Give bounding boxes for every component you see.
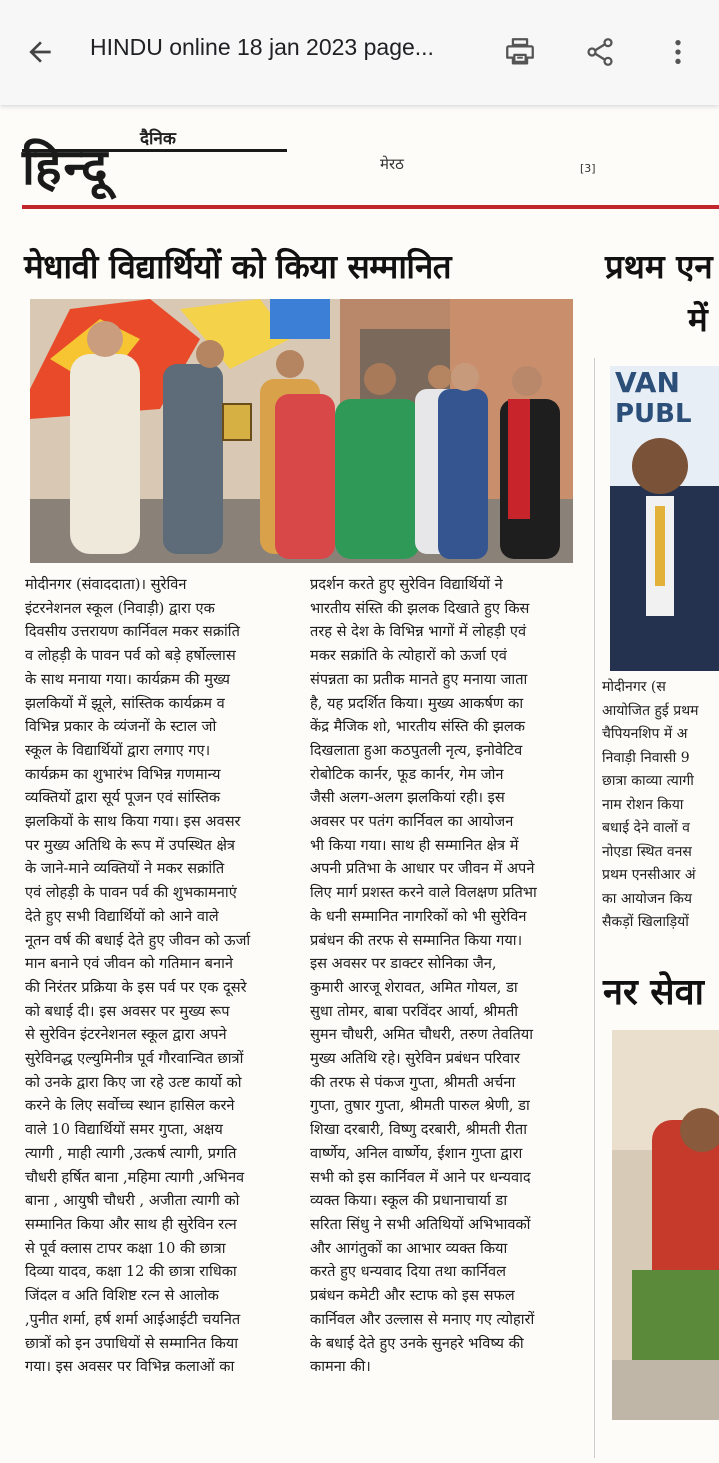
- text-line: मोदीनगर (संवाददाता)। सुरेविन: [25, 576, 187, 593]
- app-toolbar: [0, 0, 719, 105]
- text-line: ,पुनीत शर्मा, हर्ष शर्मा आईआईटी चयनित: [25, 1310, 241, 1328]
- side-article-column: [602, 676, 719, 935]
- masthead-dainik: दैनिक: [140, 129, 176, 149]
- text-line: संपन्नता का प्रतीक मानते हुए मनाया जाता: [310, 670, 528, 688]
- text-line: झलकियों के साथ किया गया। इस अवसर: [25, 813, 241, 831]
- text-line: व्यक्तियों द्वारा सूर्य पूजन एवं सांस्तिक: [25, 789, 221, 807]
- arrow-back-icon: [24, 36, 56, 68]
- text-line: व्यक्त किया। स्कूल की प्रधानाचार्या डा: [310, 1192, 508, 1210]
- text-line: प्रबंधन की तरफ से सम्मानित किया गया।: [310, 931, 523, 949]
- text-line: करने के लिए सर्वोच्च स्थान हासिल करने: [25, 1097, 235, 1115]
- text-line: व लोहड़ी के पावन पर्व को बड़े हर्षोल्लास: [25, 647, 236, 665]
- text-line: के जाने-माने व्यक्तियों ने मकर सक्रांति: [25, 860, 225, 878]
- article-photo: [30, 299, 573, 563]
- print-icon: [503, 35, 537, 69]
- share-icon: [584, 36, 616, 68]
- text-line: कामना की।: [310, 1358, 371, 1376]
- text-line: छात्रा काव्या त्यागी: [602, 773, 694, 789]
- sign-text-2: PUBL: [615, 399, 692, 429]
- text-line: की निरंतर प्रक्रिया के इस पर्व पर एक दूसरे: [25, 978, 247, 996]
- article-headline: मेधावी विद्यार्थियों को किया सम्मानित: [24, 247, 452, 286]
- text-line: को उनके द्वारा किए जा रहे उत्ष्ट कार्यो को: [25, 1073, 242, 1091]
- side-article-photo: [610, 366, 719, 671]
- text-line: विभिन्न प्रकार के व्यंजनों के स्टाल जो: [25, 718, 217, 736]
- text-line: वार्ष्णेय, अनिल वार्ष्णेय, ईशान गुप्ता द्वारा: [310, 1144, 523, 1162]
- text-line: मकर सक्रांति के त्योहारों को ऊर्जा एवं: [310, 647, 507, 665]
- text-line: भारतीय संस्ति की झलक दिखाते हुए किस: [310, 599, 530, 617]
- text-line: इस अवसर पर डाक्टर सोनिका जैन,: [310, 955, 497, 973]
- text-line: अपनी प्रतिभा के आधार पर जीवन में अपने: [310, 860, 535, 878]
- text-line: है, यह प्रदर्शित किया। मुख्य आकर्षण का: [310, 694, 524, 712]
- document-title: HINDU online 18 jan 2023 page...: [90, 34, 434, 60]
- text-line: जैसी अलग-अलग झलकियां रही। इस: [310, 789, 505, 807]
- text-line: प्रबंधन कमेटी और स्टाफ को इस सफल: [310, 1287, 515, 1305]
- text-line: चैपियनशिप में अ: [602, 726, 688, 742]
- text-line: तरह से देश के विभिन्न भागों में लोहड़ी एवं: [310, 623, 527, 641]
- text-line: दिव्या यादव, कक्षा 12 की छात्रा राधिका: [25, 1263, 237, 1281]
- text-line: बाना , आयुषी चौधरी , अजीता त्यागी को: [25, 1192, 240, 1210]
- text-line: के बधाई देते हुए उनके सुनहरे भविष्य की: [310, 1334, 524, 1352]
- text-line: सभी को इस कार्निवल में आने पर धन्यवाद: [310, 1168, 531, 1186]
- text-line: झलकियों में झूले, सांस्तिक कार्यक्रम व: [25, 694, 225, 712]
- share-button[interactable]: [578, 30, 622, 74]
- text-line: सैकड़ों खिलाड़ियों: [602, 914, 689, 930]
- text-line: का आयोजन किय: [602, 890, 692, 907]
- text-line: सुधा तोमर, बाबा परविंदर आर्या, श्रीमती: [310, 1002, 519, 1020]
- text-line: की तरफ से पंकज गुप्ता, श्रीमती अर्चना: [310, 1073, 516, 1091]
- text-line: दिवसीय उत्तरायण कार्निवल मकर सक्रांति: [25, 623, 240, 641]
- text-line: जिंदल व अति विशिष्ट रत्न से आलोक: [25, 1287, 219, 1305]
- column-divider: [594, 358, 595, 1458]
- masthead-red-rule: [22, 205, 719, 209]
- article-column-1: [25, 573, 288, 1379]
- text-line: देते हुए सभी विद्यार्थियों को आने वाले: [25, 907, 219, 925]
- more-vert-icon: [662, 36, 694, 68]
- text-line: गुप्ता, तुषार गुप्ता, श्रीमती पारुल श्रेणी, डा: [310, 1097, 530, 1115]
- text-line: आयोजित हुई प्रथम: [602, 702, 699, 719]
- text-line: कार्यक्रम का शुभारंभ विभिन्न गणमान्य: [25, 765, 221, 783]
- text-line: छात्रों को इन उपाधियों से सम्मानित किया: [25, 1334, 239, 1352]
- more-options-button[interactable]: [656, 30, 700, 74]
- text-line: से पूर्व क्लास टापर कक्षा 10 की छात्रा: [25, 1239, 226, 1257]
- side-headline: प्रथम एन: [605, 247, 713, 286]
- text-line: चौधरी हर्षित बाना ,महिमा त्यागी ,अभिनव: [25, 1168, 245, 1186]
- text-line: गया। इस अवसर पर विभिन्न कलाओं का: [25, 1358, 235, 1376]
- edition-city: मेरठ: [380, 155, 404, 173]
- print-button[interactable]: [498, 30, 542, 74]
- back-button[interactable]: [18, 30, 62, 74]
- text-line: भी किया गया। साथ ही सम्मानित क्षेत्र में: [310, 836, 519, 854]
- text-line: सम्मानित किया और साथ ही सुरेविन रत्न: [25, 1215, 237, 1233]
- text-line: केंद्र मैजिक शो, भारतीय संस्ति की झलक: [310, 718, 526, 736]
- text-line: के साथ मनाया गया। कार्यक्रम की मुख्य: [25, 670, 230, 688]
- text-line: प्रदर्शन करते हुए सुरेविन विद्यार्थियों ने: [310, 576, 503, 593]
- text-line: करते हुए धन्यवाद दिया तथा कार्निवल: [310, 1263, 506, 1281]
- text-line: रोबोटिक कार्नर, फूड कार्नर, गेम जोन: [310, 765, 504, 783]
- masthead-logo: हिन्दू: [22, 137, 110, 196]
- text-line: कुमारी आरजू शेरावत, अमित गोयल, डा: [310, 978, 518, 996]
- text-line: नोएडा स्थित वनस: [602, 843, 692, 860]
- text-line: नाम रोशन किया: [602, 796, 684, 813]
- text-line: नूतन वर्ष की बधाई देते हुए जीवन को ऊर्जा: [25, 931, 251, 949]
- text-line: कार्निवल और उल्लास से मनाए गए त्योहारों: [310, 1310, 535, 1328]
- text-line: प्रथम एनसीआर अं: [602, 867, 696, 883]
- text-line: सुरेविनद्ध एल्युमिनीत्र पूर्व गौरवान्वित छात्रों: [25, 1050, 244, 1068]
- text-line: अवसर पर पतंग कार्निवल का आयोजन: [310, 813, 514, 831]
- side-article-2-photo: [612, 1030, 719, 1420]
- text-line: को बधाई दी। इस अवसर पर मुख्य रूप: [25, 1002, 230, 1020]
- text-line: पर मुख्य अतिथि के रूप में उपस्थित क्षेत्र: [25, 836, 235, 854]
- text-line: एवं लोहड़ी के पावन पर्व की शुभकामनाएं: [25, 884, 237, 902]
- page-number: [3]: [580, 162, 596, 175]
- text-line: से सुरेविन इंटरनेशनल स्कूल द्वारा अपने: [25, 1026, 227, 1044]
- text-line: स्कूल के विद्यार्थियों द्वारा लगाए गए।: [25, 741, 211, 759]
- text-line: इंटरनेशनल स्कूल (निवाड़ी) द्वारा एक: [25, 599, 215, 617]
- text-line: वाले 10 विद्यार्थियों समर गुप्ता, अक्षय: [25, 1121, 223, 1139]
- sign-text-1: VAN: [615, 366, 680, 399]
- text-line: लिए मार्ग प्रशस्त करने वाले विलक्षण प्रतिभा: [310, 884, 537, 902]
- text-line: मोदीनगर (स: [602, 679, 666, 695]
- text-line: दिखलाता हुआ कठपुतली नृत्य, इनोवेटिव: [310, 741, 523, 759]
- text-line: सरिता सिंधु ने सभी अतिथियों अभिभावकों: [310, 1215, 531, 1233]
- text-line: त्यागी , माही त्यागी ,उत्कर्ष त्यागी, प्रगति: [25, 1144, 237, 1162]
- text-line: के धनी सम्मानित नागरिकों को भी सुरेविन: [310, 907, 527, 925]
- text-line: मान बनाने एवं जीवन को गतिमान बनाने: [25, 955, 233, 973]
- text-line: शिखा दरबारी, विष्णु दरबारी, श्रीमती रीता: [310, 1121, 527, 1139]
- side-headline-2: नर सेवा: [603, 971, 704, 1013]
- article-column-2: [310, 573, 580, 1379]
- newspaper-page[interactable]: [0, 108, 719, 1463]
- text-line: बधाई देने वालों व: [602, 820, 690, 836]
- text-line: और आगंतुकों का आभार व्यक्त किया: [310, 1239, 508, 1257]
- text-line: सुमन चौधरी, अमित चौधरी, तरुण तेवतिया: [310, 1026, 534, 1044]
- text-line: निवाड़ी निवासी 9: [602, 749, 690, 766]
- text-line: मुख्य अतिथि रहे। सुरेविन प्रबंधन परिवार: [310, 1050, 520, 1068]
- side-headline-line2: में: [688, 300, 708, 339]
